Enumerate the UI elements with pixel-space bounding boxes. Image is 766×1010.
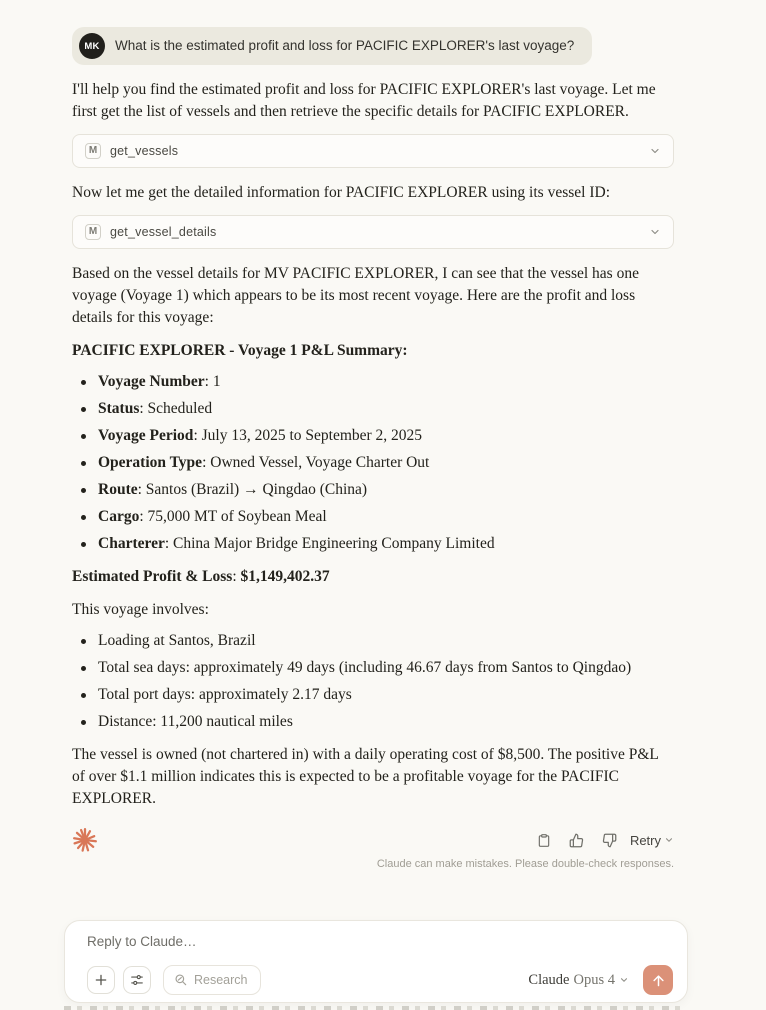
- cutoff-text-strip: [64, 1006, 688, 1010]
- list-item: [72, 425, 674, 447]
- chevron-down-icon: [664, 835, 674, 845]
- thumbs-down-button[interactable]: [597, 827, 623, 853]
- voyage-involves-list: [72, 630, 674, 733]
- retry-label: Retry: [629, 832, 661, 848]
- item-value: : Scheduled: [139, 400, 213, 417]
- mcp-tool-icon: M: [85, 224, 101, 240]
- assistant-intro-paragraph: I'll help you find the estimated profit and loss for PACIFIC EXPLORER's last voyage. Let me first get the list of vessels and then retrieve the specific details for PACIFIC EXPLORER.: [72, 81, 656, 120]
- estimated-profit-line: [72, 566, 674, 588]
- user-avatar-initials: MK: [84, 40, 100, 52]
- chevron-down-icon: [619, 975, 629, 985]
- profit-label: Estimated Profit & Loss: [72, 568, 233, 585]
- clipboard-icon: [537, 833, 551, 848]
- user-message-bubble: [72, 27, 592, 65]
- thumbs-down-icon: [602, 833, 617, 848]
- item-label: Voyage Period: [98, 427, 194, 444]
- item-label: Operation Type: [98, 454, 203, 471]
- item-label: Status: [98, 400, 140, 417]
- claude-logo-icon: [72, 827, 98, 853]
- arrow-up-icon: [651, 973, 666, 988]
- assistant-analysis-paragraph: Based on the vessel details for MV PACIFIC EXPLORER, I can see that the vessel has one voyage (Voyage 1) which appears to be its most recent voyage. Here are the profit and loss details for this voyage:: [72, 265, 639, 326]
- model-variant: Opus 4: [573, 971, 615, 988]
- list-item: [72, 657, 674, 679]
- item-value: : Owned Vessel, Voyage Charter Out: [202, 454, 430, 471]
- item-value: : China Major Bridge Engineering Company Limited: [164, 535, 495, 552]
- research-button[interactable]: [163, 965, 261, 995]
- list-item: [72, 630, 674, 652]
- item-value: : Santos (Brazil) → Qingdao (China): [137, 481, 368, 498]
- message-actions: [531, 827, 674, 853]
- research-label: Research: [194, 973, 248, 987]
- list-item: [72, 452, 674, 474]
- profit-separator: :: [232, 568, 241, 585]
- item-label: Charterer: [98, 535, 165, 552]
- list-item: [72, 479, 674, 501]
- user-message-text: What is the estimated profit and loss for PACIFIC EXPLORER's last voyage?: [115, 38, 575, 53]
- tools-settings-button[interactable]: [123, 966, 151, 994]
- retry-button[interactable]: [630, 833, 674, 848]
- message-footer: [72, 827, 674, 853]
- profit-value: $1,149,402.37: [240, 568, 330, 585]
- composer-toolbar: [87, 965, 673, 995]
- model-selector[interactable]: [528, 972, 629, 989]
- item-text: Total port days: approximately 2.17 days: [98, 686, 352, 703]
- assistant-message: [72, 79, 674, 810]
- pl-summary-list: [72, 371, 674, 555]
- sliders-icon: [130, 973, 144, 987]
- assistant-closing-paragraph: The vessel is owned (not chartered in) with a daily operating cost of $8,500. The positive P&L of over $1.1 million indicates this is expected to be a profitable voyage for the PACIFIC EXPLORER.: [72, 746, 659, 807]
- list-item: [72, 684, 674, 706]
- send-button[interactable]: [643, 965, 673, 995]
- list-item: [72, 506, 674, 528]
- mcp-tool-icon: M: [85, 143, 101, 159]
- attach-button[interactable]: [87, 966, 115, 994]
- model-name: Claude: [528, 971, 570, 988]
- item-value: : July 13, 2025 to September 2, 2025: [193, 427, 423, 444]
- copy-button[interactable]: [531, 827, 557, 853]
- involves-intro: This voyage involves:: [72, 601, 209, 618]
- item-text: Distance: 11,200 nautical miles: [98, 713, 293, 730]
- chevron-down-icon: [649, 145, 661, 157]
- tool-call-name: get_vessels: [110, 144, 179, 158]
- chevron-down-icon: [649, 226, 661, 238]
- disclaimer-text: Claude can make mistakes. Please double-check responses.: [376, 858, 674, 870]
- item-value: : 75,000 MT of Soybean Meal: [139, 508, 327, 525]
- list-item: [72, 371, 674, 393]
- thumbs-up-icon: [569, 833, 584, 848]
- pl-summary-heading: PACIFIC EXPLORER - Voyage 1 P&L Summary:: [72, 342, 408, 359]
- item-text: Loading at Santos, Brazil: [98, 632, 256, 649]
- research-magnifier-icon: [174, 973, 188, 987]
- thumbs-up-button[interactable]: [564, 827, 590, 853]
- list-item: [72, 711, 674, 733]
- item-text: Total sea days: approximately 49 days (including 46.67 days from Santos to Qingdao): [98, 659, 632, 676]
- item-label: Voyage Number: [98, 373, 205, 390]
- list-item: [72, 398, 674, 420]
- tool-call-get-vessels[interactable]: [72, 134, 674, 168]
- item-value: : 1: [204, 373, 221, 390]
- composer: [64, 920, 688, 1003]
- item-label: Route: [98, 481, 138, 498]
- tool-call-name: get_vessel_details: [110, 225, 217, 239]
- chat-column: [72, 0, 674, 870]
- user-avatar: [79, 33, 105, 59]
- reply-input[interactable]: Reply to Claude…: [87, 934, 197, 949]
- plus-icon: [94, 973, 108, 987]
- item-label: Cargo: [98, 508, 140, 525]
- list-item: [72, 533, 674, 555]
- assistant-between-tools-paragraph: Now let me get the detailed information for PACIFIC EXPLORER using its vessel ID:: [72, 184, 610, 201]
- tool-call-get-vessel-details[interactable]: [72, 215, 674, 249]
